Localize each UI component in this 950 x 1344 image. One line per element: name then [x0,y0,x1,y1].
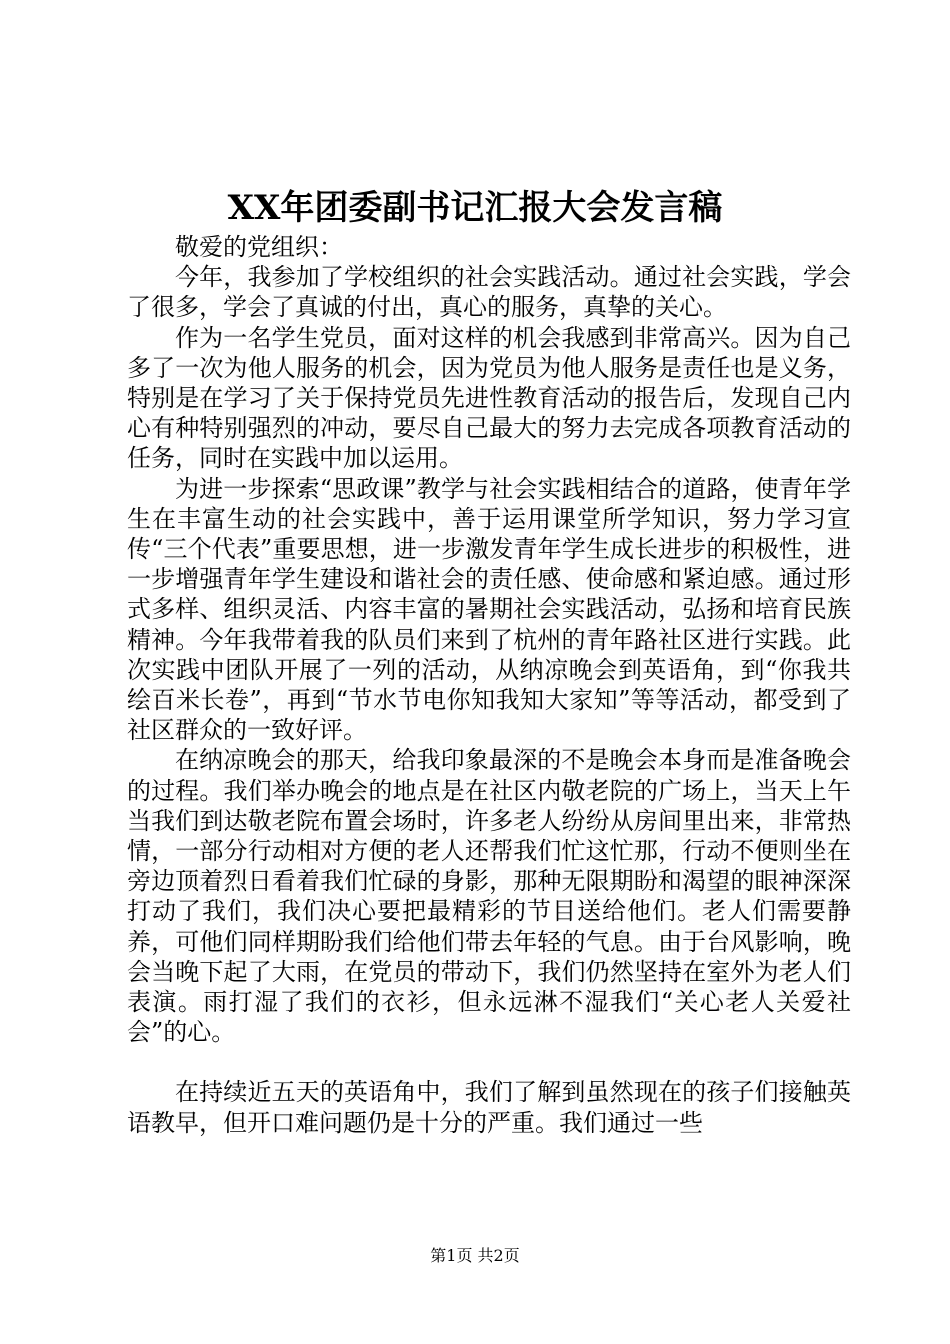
paragraph-5: 在持续近五天的英语角中，我们了解到虽然现在的孩子们接触英语教早，但开口难问题仍是十分的严重。我们通过一些 [127,1078,851,1137]
paragraph-1: 今年，我参加了学校组织的社会实践活动。通过社会实践，学会了很多，学会了真诚的付出，真心的服务，真挚的关心。 [127,263,851,322]
page-footer: 第1页 共2页 [430,1246,520,1265]
document-body [127,232,851,1138]
salutation: 敬爱的党组织： [175,233,343,261]
document-title: XX年团委副书记汇报大会发言稿 [227,188,723,228]
paragraph-2: 作为一名学生党员，面对这样的机会我感到非常高兴。因为自己多了一次为他人服务的机会，因为党员为他人服务是责任也是义务，特别是在学习了关于保持党员先进性教育活动的报告后，发现自己内心有种特别强烈的冲动，要尽自己最大的努力去完成各项教育活动的任务，同时在实践中加以运用。 [127,323,851,473]
paragraph-3: 为进一步探索“思政课”教学与社会实践相结合的道路，使青年学生在丰富生动的社会实践中，善于运用课堂所学知识，努力学习宣传“三个代表”重要思想，进一步激发青年学生成长进步的积极性，进一步增强青年学生建设和谐社会的责任感、使命感和紧迫感。通过形式多样、组织灵活、内容丰富的暑期社会实践活动，弘扬和培育民族精神。今年我带着我的队员们来到了杭州的青年路社区进行实践。此次实践中团队开展了一列的活动，从纳凉晚会到英语角，到“你我共绘百米长卷”，再到“节水节电你知我知大家知”等等活动，都受到了社区群众的一致好评。 [127,474,851,745]
paragraph-4: 在纳凉晚会的那天，给我印象最深的不是晚会本身而是准备晚会的过程。我们举办晚会的地点是在社区内敬老院的广场上，当天上午当我们到达敬老院布置会场时，许多老人纷纷从房间里出来，非常热情，一部分行动相对方便的老人还帮我们忙这忙那，行动不便则坐在旁边顶着烈日看着我们忙碌的身影，那种无限期盼和渴望的眼神深深打动了我们，我们决心要把最精彩的节目送给他们。老人们需要静养，可他们同样期盼我们给他们带去年轻的气息。由于台风影响，晚会当晚下起了大雨，在党员的带动下，我们仍然坚持在室外为老人们表演。雨打湿了我们的衣衫，但永远淋不湿我们“关心老人关爱社会”的心。 [127,746,851,1047]
